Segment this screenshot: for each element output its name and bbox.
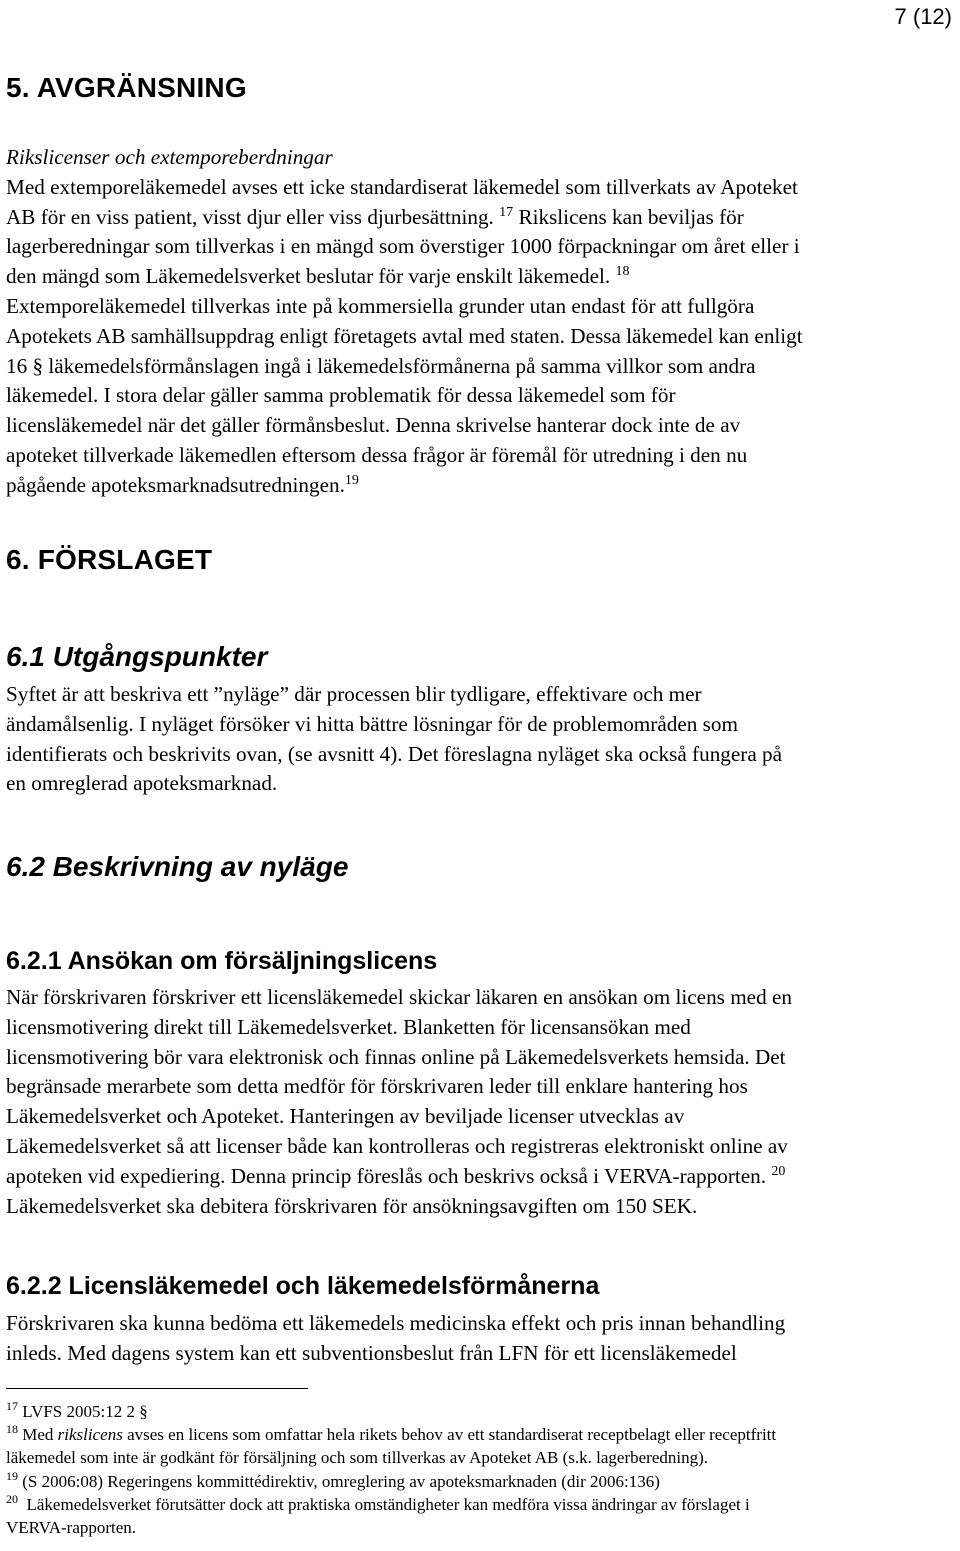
section-6-1-body <box>6 680 954 799</box>
section-6-1-line: identifierats och beskrivits ovan, (se avsnitt 4). Det föreslagna nyläget ska också fungera på <box>6 741 783 766</box>
section-5-line: 16 § läkemedelsförmånslagen ingå i läkemedelsförmånerna på samma villkor som andra <box>6 353 756 378</box>
section-5-line: läkemedel. I stora delar gäller samma problematik för dessa läkemedel som för <box>6 383 676 408</box>
section-5-line: pågående apoteksmarknadsutredningen.$^{19}$ <box>6 472 359 497</box>
section-6-2-heading: 6.2 Beskrivning av nyläge <box>6 851 349 882</box>
section-5-line: Apotekets AB samhällsuppdrag enligt företagets avtal med staten. Dessa läkemedel kan enligt <box>6 323 803 348</box>
section-5-body <box>6 143 954 501</box>
section-6-2-1-line: När förskrivaren förskriver ett licensläkemedel skickar läkaren en ansökan om licens med en <box>6 985 792 1009</box>
section-6-2-1-body <box>6 983 954 1221</box>
section-6-1-line: Syftet är att beskriva ett ”nyläge” där processen blir tydligare, effektivare och mer <box>6 682 702 706</box>
section-6-2-2-line: Förskrivaren ska kunna bedöma ett läkemedels medicinska effekt och pris innan behandling <box>6 1311 786 1335</box>
section-5-line: lagerberedningar som tillverkas i en mängd som överstiger 1000 förpackningar om året eller i <box>6 234 800 259</box>
section-6-1-line: ändamålsenlig. I nyläget försöker vi hitta bättre lösningar för de problemområden som <box>6 711 738 736</box>
section-5-line: den mängd som Läkemedelsverket beslutar för varje enskilt läkemedel. $^{18}$ <box>6 264 630 289</box>
footnote-ref-19: 19 <box>344 472 359 488</box>
footnote-18: $^{18}$ Med rikslicens avses en licens som omfattar hela rikets behov av ett standardiserat receptbelagt eller receptfritt <box>6 1422 777 1445</box>
section-6-1-heading: 6.1 Utgångspunkter <box>6 641 268 672</box>
footnote-ref-17: 17 <box>499 204 514 220</box>
section-5-line: Extemporeläkemedel tillverkas inte på kommersiella grunder utan endast för att fullgöra <box>6 293 755 318</box>
section-6-2-1-line: Läkemedelsverket och Apoteket. Hanteringen av beviljade licenser utvecklas av <box>6 1104 685 1129</box>
section-6-2-2-body <box>6 1309 954 1369</box>
section-6-heading: 6. FÖRSLAGET <box>6 544 213 575</box>
section-5-line: AB för en viss patient, visst djur eller viss djurbesättning. $^{17}$ Rikslicens kan beviljas för <box>6 204 744 229</box>
footnote-19: $^{19}$ (S 2006:08) Regeringens kommittédirektiv, omreglering av apoteksmarknaden (dir 2006:136) <box>6 1468 660 1491</box>
section-5-line: apoteket tillverkade läkemedlen eftersom dessa frågor är föremål för utredning i den nu <box>6 442 748 467</box>
section-6-2-2-heading: 6.2.2 Licensläkemedel och läkemedelsförmånerna <box>6 1272 600 1300</box>
section-6-2-1-line: begränsade merarbete som detta medför för förskrivaren leder till enklare hantering hos <box>6 1074 748 1099</box>
footnote-20: $^{20}$ Läkemedelsverket förutsätter dock att praktiska omständigheter kan medföra vissa ändringar av förslaget i <box>6 1491 750 1514</box>
footnotes <box>6 1400 956 1539</box>
section-5-line: Med extemporeläkemedel avses ett icke standardiserat läkemedel som tillverkats av Apoteket <box>6 174 798 199</box>
section-5-heading: 5. AVGRÄNSNING <box>6 72 247 103</box>
section-6-2-2-line: inleds. Med dagens system kan ett subventionsbeslut från LFN för ett licensläkemedel <box>6 1340 737 1365</box>
section-6-2-1-line: Läkemedelsverket ska debitera förskrivaren för ansökningsavgiften om 150 SEK. <box>6 1193 698 1218</box>
section-6-2-1-line: Läkemedelsverket så att licenser både kan kontrolleras och registreras elektroniskt online av <box>6 1133 788 1158</box>
page-number: 7 (12) <box>894 4 952 29</box>
section-6-2-1-heading: 6.2.1 Ansökan om försäljningslicens <box>6 947 438 975</box>
footnote-18-continued: läkemedel som inte är godkänt för försäljning och som tillverkas av Apoteket AB (s.k. lagerberedning). <box>6 1448 709 1468</box>
section-6-1-line: en omreglerad apoteksmarknad. <box>6 771 278 796</box>
footnote-17: $^{17}$ LVFS 2005:12 2 § <box>6 1399 148 1421</box>
footnote-ref-20: 20 <box>771 1163 786 1179</box>
section-5-line: licensläkemedel när det gäller förmånsbeslut. Denna skrivelse hanterar dock inte de av <box>6 413 741 438</box>
section-5-subheading: Rikslicenser och extemporeberdningar <box>6 145 333 169</box>
section-6-2-1-line: licensmotivering direkt till Läkemedelsverket. Blanketten för licensansökan med <box>6 1014 691 1039</box>
section-6-2-1-line: apoteken vid expediering. Denna princip föreslås och beskrivs också i VERVA-rapporten. $^{20}$ <box>6 1163 786 1188</box>
footnote-separator <box>6 1388 308 1389</box>
section-6-2-1-line: licensmotivering bör vara elektronisk och finnas online på Läkemedelsverkets hemsida. Det <box>6 1044 786 1069</box>
footnote-20-continued: VERVA-rapporten. <box>6 1518 137 1538</box>
footnote-ref-18: 18 <box>615 264 630 280</box>
